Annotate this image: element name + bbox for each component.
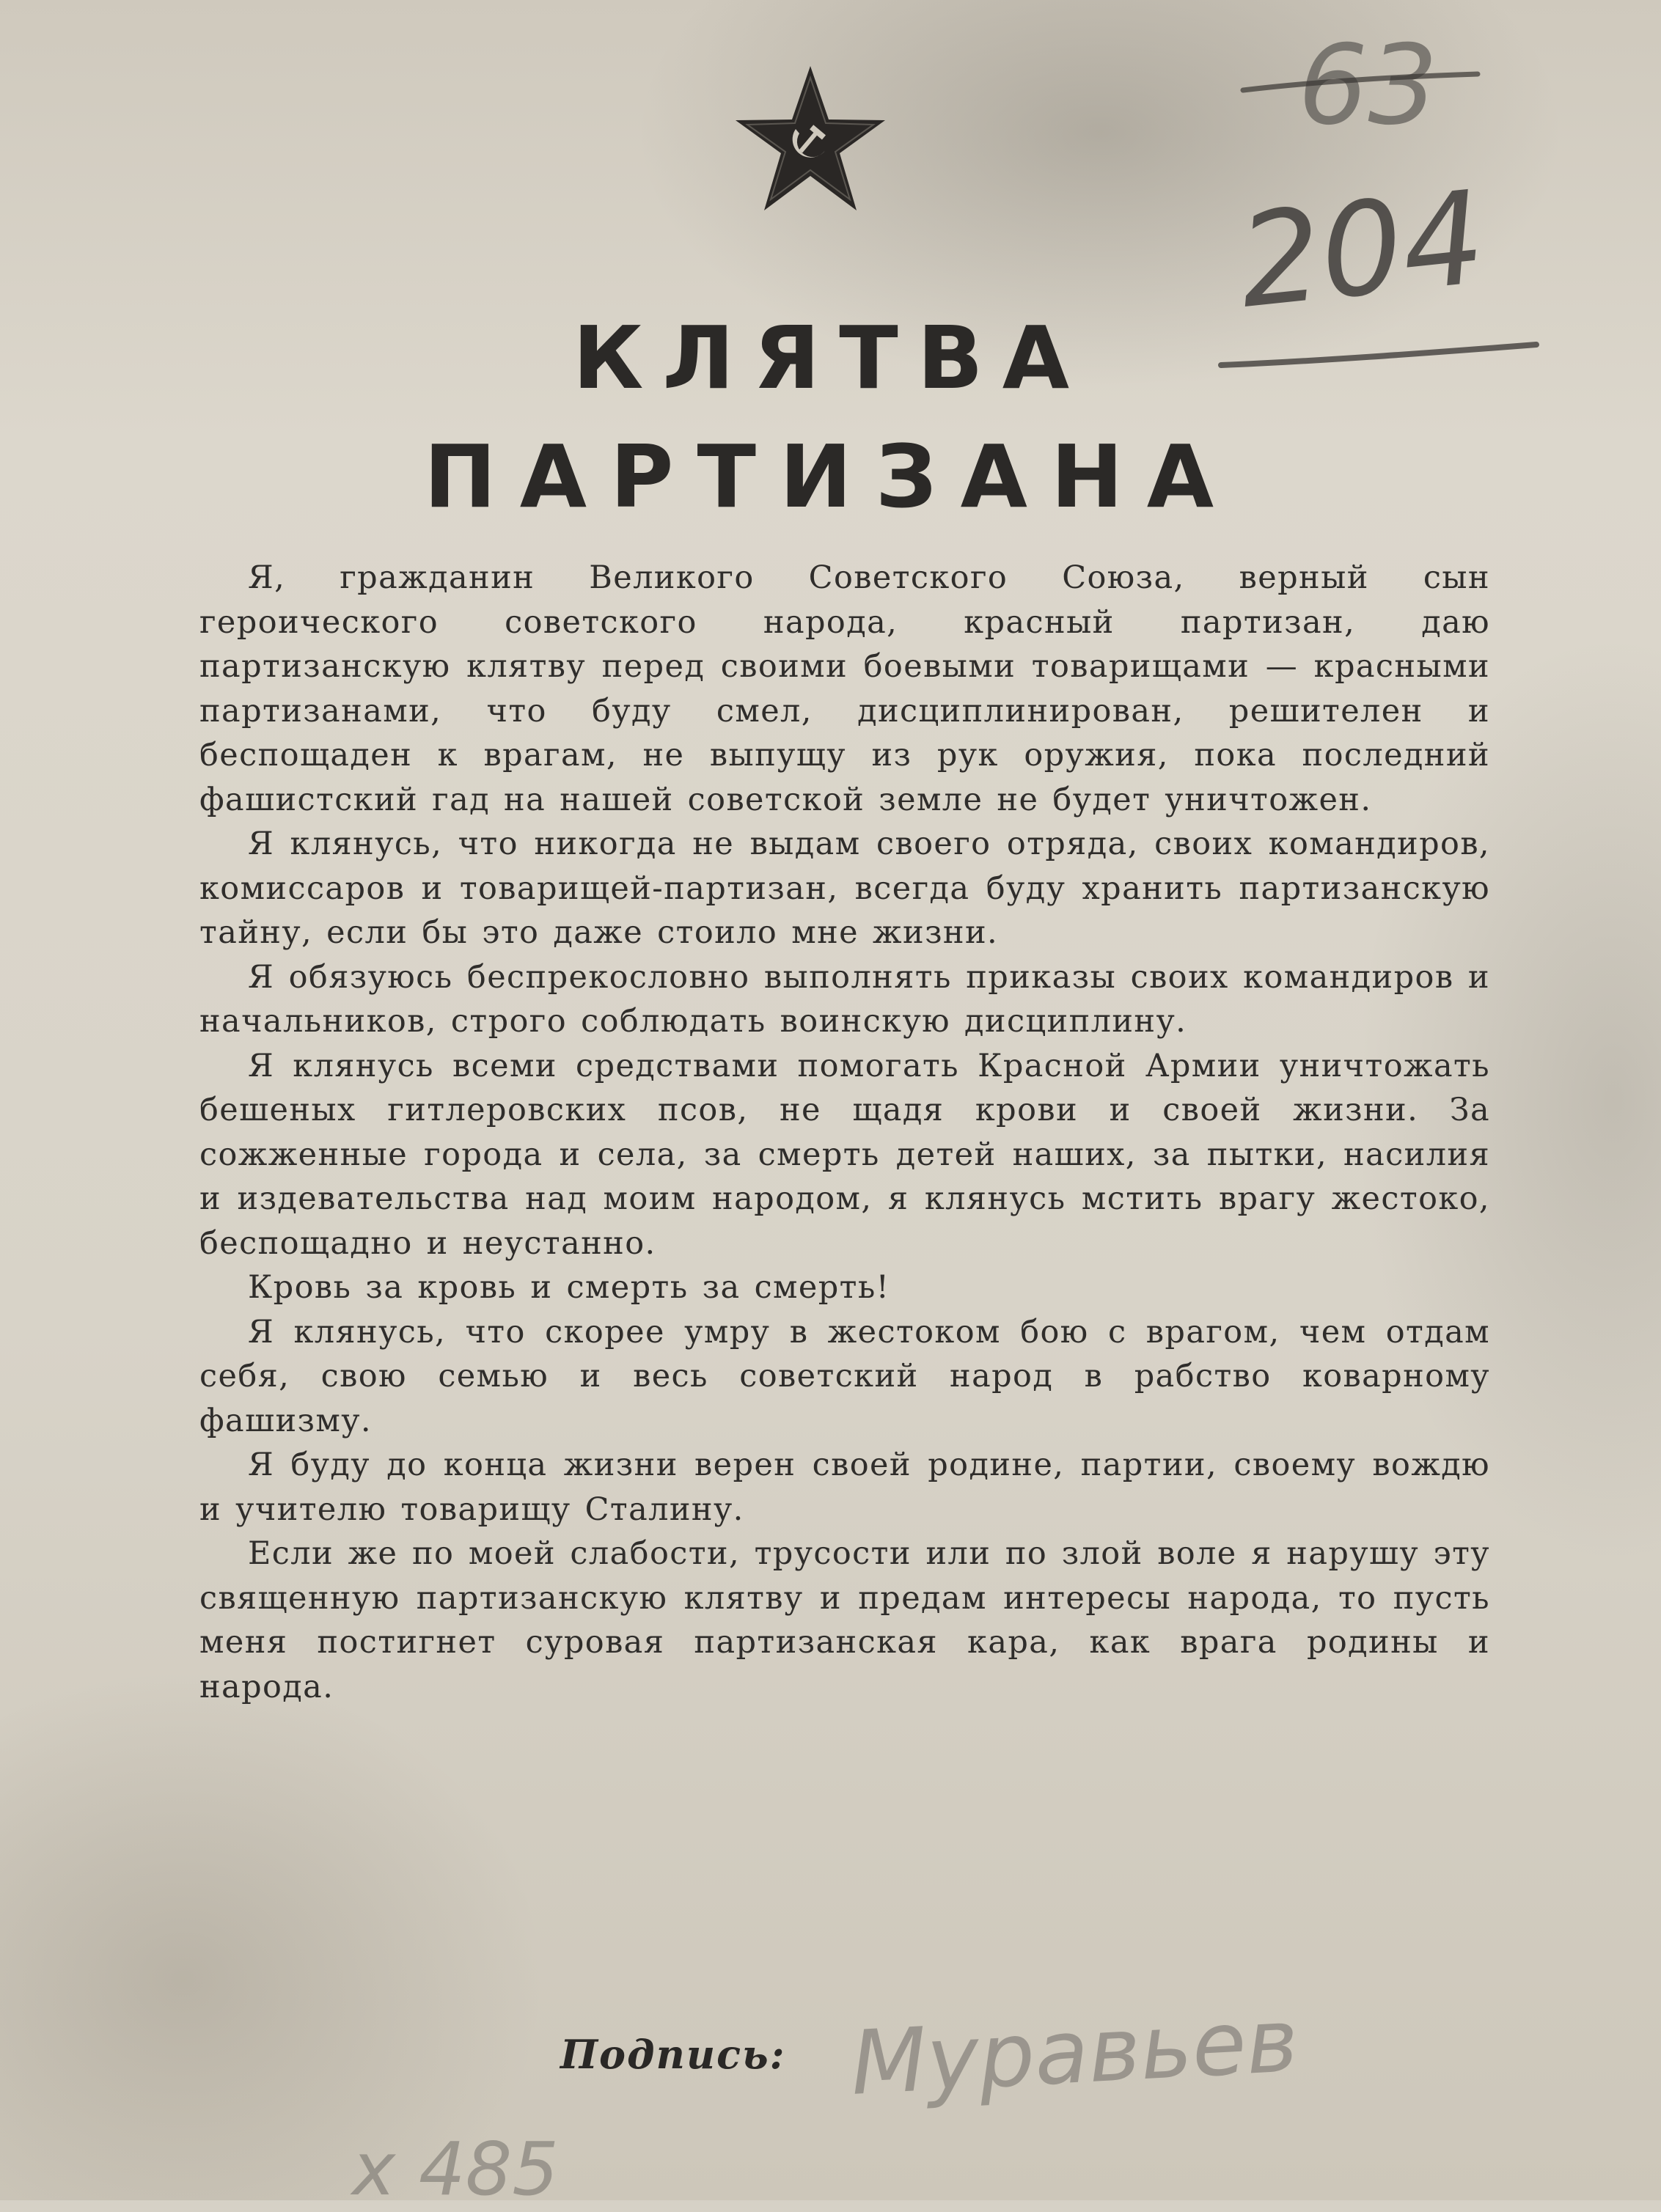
handwritten-number: 204	[1232, 163, 1492, 337]
handwritten-crossed-number: 63	[1298, 22, 1438, 150]
oath-paragraph-3: Я обязуюсь беспрекословно выполнять приказы своих командиров и начальников, строго соблюдать воинскую дисциплину.	[199, 958, 1490, 1040]
handwritten-bottom-note: х 485	[352, 2126, 559, 2212]
star-hammer-sickle-icon	[733, 65, 887, 215]
title-line-2: ПАРТИЗАНА	[423, 426, 1238, 527]
oath-paragraph-2: Я клянусь, что никогда не выдам своего отряда, своих командиров, комиссаров и товарищей-партизан, всегда буду хранить партизанскую тайну, если бы это даже стоило мне жизни.	[199, 826, 1490, 951]
oath-paragraph-6: Я клянусь, что скорее умру в жестоком бою с врагом, чем отдам себя, свою семью и весь советский народ в рабство коварному фашизму.	[199, 1313, 1490, 1439]
handwritten-signature: Муравьев	[848, 1990, 1301, 2115]
signature-label: Подпись:	[560, 2031, 786, 2078]
strike-through-mark	[1239, 70, 1481, 99]
underline-mark	[1217, 336, 1540, 372]
title-line-1: КЛЯТВА	[572, 307, 1089, 408]
oath-paragraph-1: Я, гражданин Великого Советского Союза, верный сын героического советского народа, красный партизан, даю партизанскую клятву перед своими боевыми товарищами — красными партизанами, что буду смел, дисциплинирован, решителен и беспощаден к врагам, не выпущу из рук оружия, пока последний фашистский гад на нашей советской земле не будет уничтожен.	[199, 559, 1490, 818]
oath-paragraph-4: Я клянусь всеми средствами помогать Красной Армии уничтожать бешеных гитлеровских псов, не щадя крови и своей жизни. За сожженные города и села, за смерть детей наших, за пытки, насилия и издевательства над моим народом, я клянусь мстить врагу жестоко, беспощадно и неустанно.	[199, 1047, 1490, 1262]
oath-paragraph-7: Я буду до конца жизни верен своей родине, партии, своему вождю и учителю товарищу Сталину.	[199, 1447, 1490, 1528]
oath-paragraph-8: Если же по моей слабости, трусости или по злой воле я нарушу эту священную партизанскую клятву и предам интересы народа, то пусть меня постигнет суровая партизанская кара, как врага родины и народа.	[199, 1535, 1490, 1705]
oath-text	[199, 556, 1490, 1709]
oath-paragraph-5: Кровь за кровь и смерть за смерть!	[248, 1269, 890, 1306]
